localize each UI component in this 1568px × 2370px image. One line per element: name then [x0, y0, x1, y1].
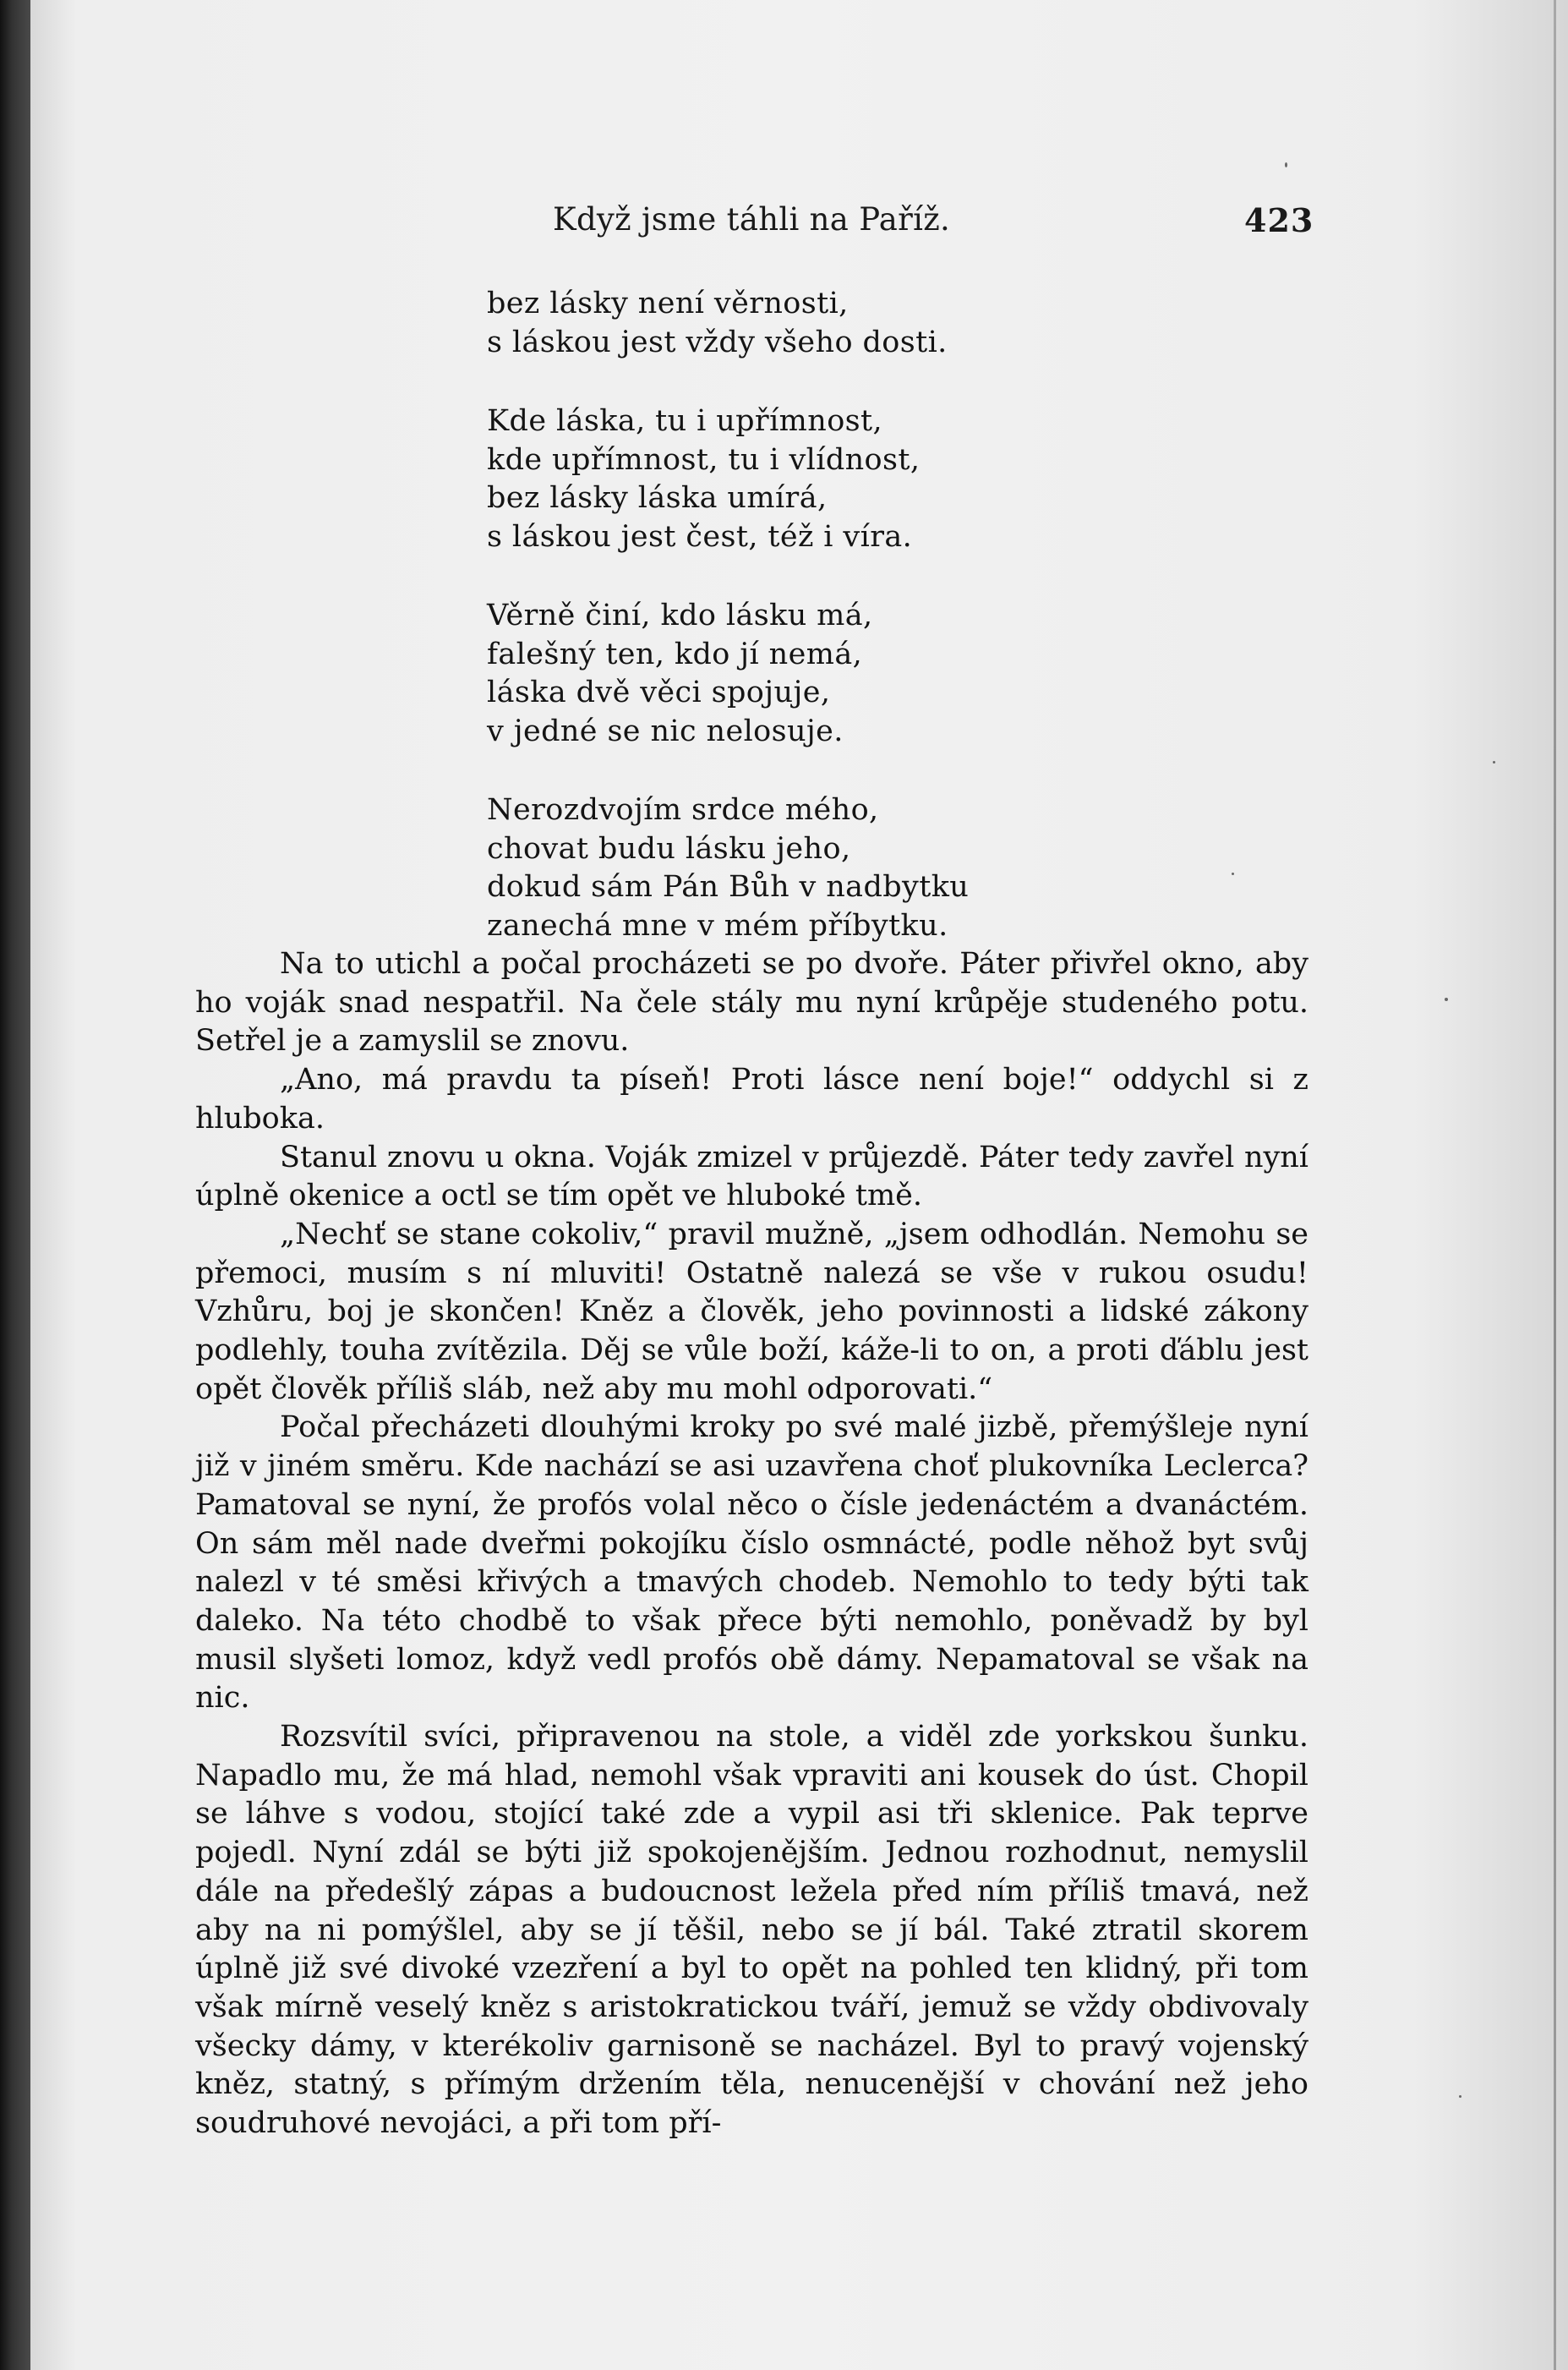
paragraph: Rozsvítil svíci, připravenou na stole, a viděl zde yorkskou šunku. Napadlo mu, že má hlad, nemohl však vpraviti ani kousek do úst. Chopil se láhve s vodou, stojící také zde a vypil asi tři sklenice. Pak teprve pojedl. Nyní zdál se býti již spokojenějším. Jednou rozhodnut, nemyslil dále na předešlý zápas a budoucnost ležela před ním příliš tmavá, než aby na ni pomýšlel, aby se jí těšil, nebo se jí bál. Také ztratil skorem úplně již své divoké vzezření a byl to opět na pohled ten klidný, při tom však mírně veselý kněz s aristokratickou tváří, jemuž se vždy obdivovaly všecky dámy, v kterékoliv garnisoně se nacházel. Byl to pravý vojenský kněz, statný, s přímým držením těla, nenucenější v chování než jeho soudruhové nevojáci, a při tom pří-	[195, 1720, 1308, 2141]
poem-line: zanechá mne v mém příbytku.	[487, 908, 948, 943]
poem-line: Kde láska, tu i upřímnost,	[487, 404, 883, 438]
poem-stanza	[487, 285, 1129, 362]
poem-line: kde upřímnost, tu i vlídnost,	[487, 442, 921, 477]
poem-stanza	[487, 791, 1129, 945]
scan-dark-edge	[0, 0, 30, 2370]
scan-speck	[1459, 2095, 1461, 2098]
poem-line: láska dvě věci spojuje,	[487, 676, 831, 709]
poem-stanza	[487, 597, 1129, 751]
scan-speck	[1285, 162, 1287, 167]
scan-speck	[1493, 761, 1495, 764]
poem-stanza	[487, 402, 1129, 556]
book-page	[30, 0, 1568, 2370]
scan-speck	[1232, 873, 1234, 875]
paragraph: Stanul znovu u okna. Voják zmizel v průjezdě. Páter tedy zavřel nyní úplně okenice a octl se tím opět ve hluboké tmě.	[195, 1140, 1308, 1213]
paragraph: Na to utichl a počal procházeti se po dvoře. Páter přivřel okno, aby ho voják snad nespatřil. Na čele stály mu nyní krůpěje studeného potu. Setřel je a zamyslil se znovu.	[195, 947, 1308, 1059]
poem-line: dokud sám Pán Bůh v nadbytku	[487, 870, 970, 904]
poem-line: v jedné se nic nelosuje.	[487, 714, 844, 748]
page-edge-shadow	[1554, 0, 1556, 2370]
scan-speck	[1445, 998, 1448, 1001]
running-title: Když jsme táhli na Paříž.	[553, 201, 951, 238]
poem-line: bez lásky není věrnosti,	[487, 287, 849, 320]
running-header	[30, 201, 1568, 244]
poem	[487, 285, 1129, 986]
paragraph: Počal přecházeti dlouhými kroky po své malé jizbě, přemýšleje nyní již v jiném směru. Kde nachází se asi uzavřena choť plukovníka Leclerca? Pamatoval se nyní, že profós volal něco o čísle jedenáctém a dvanáctém. On sám měl nade dveřmi pokojíku číslo osmnácté, podle něhož byt svůj nalezl v té směsi křivých a tmavých chodeb. Nemohlo to tedy býti tak daleko. Na této chodbě to však přece býti nemohlo, poněvadž by byl musil slyšeti lomoz, když vedl profós obě dámy. Nepamatoval se však na nic.	[195, 1410, 1308, 1716]
poem-line: Věrně činí, kdo lásku má,	[487, 599, 873, 632]
poem-line: falešný ten, kdo jí nemá,	[487, 637, 863, 671]
poem-line: Nerozdvojím srdce mého,	[487, 793, 879, 827]
poem-line: bez lásky láska umírá,	[487, 481, 828, 515]
prose-body	[195, 945, 1308, 2143]
poem-line: s láskou jest čest, též i víra.	[487, 519, 913, 554]
paragraph: „Nechť se stane cokoliv,“ pravil mužně, „jsem odhodlán. Nemohu se přemoci, musím s ní mluviti! Ostatně nalezá se vše v rukou osudu! Vzhůru, boj je skončen! Kněz a člověk, jeho povinnosti a lidské zákony podlehly, touha zvítězila. Děj se vůle boží, káže-li to on, a proti ďáblu jest opět člověk příliš sláb, než aby mu mohl odporovati.“	[195, 1217, 1308, 1406]
page-number: 423	[1244, 201, 1314, 239]
poem-line: chovat budu lásku jeho,	[487, 831, 851, 866]
poem-line: s láskou jest vždy všeho dosti.	[487, 325, 948, 359]
paragraph: „Ano, má pravdu ta píseň! Proti lásce není boje!“ oddychl si z hluboka.	[195, 1063, 1308, 1136]
